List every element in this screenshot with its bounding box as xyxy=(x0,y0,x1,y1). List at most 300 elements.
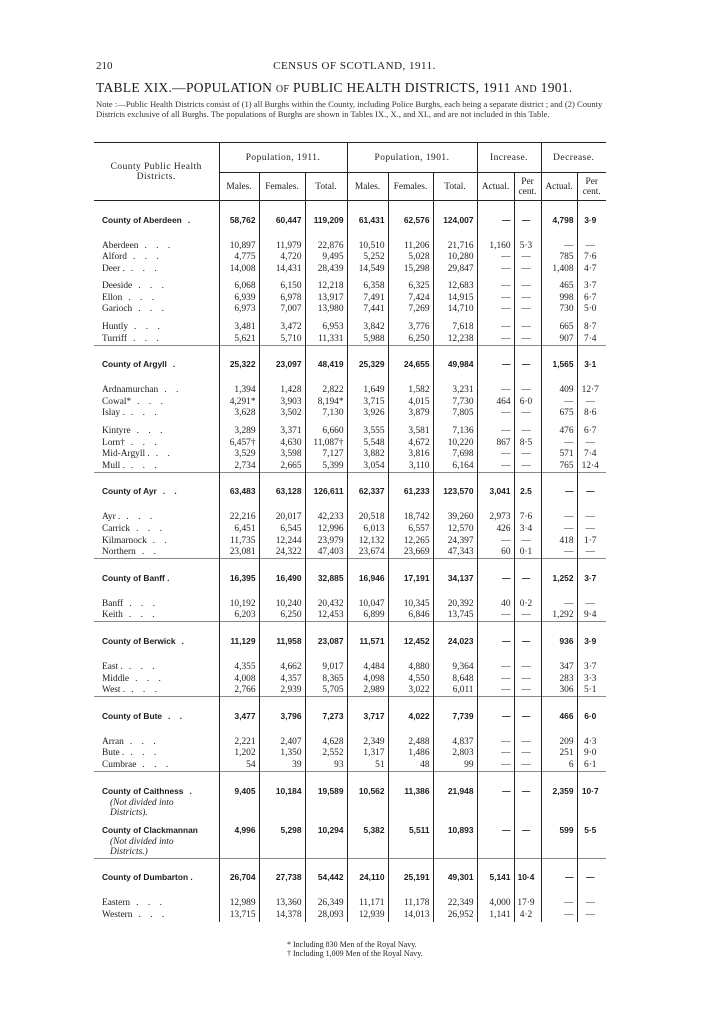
district-label: (Not divided into xyxy=(110,797,174,808)
cell: 4,098 xyxy=(347,674,388,686)
females-1911-header: Females. xyxy=(259,173,305,201)
cell: 6,973 xyxy=(219,304,259,316)
cell: 62,337 xyxy=(347,486,388,498)
cell: 418 xyxy=(541,536,577,548)
leader-dots: . . . xyxy=(133,252,159,263)
cell: 1,649 xyxy=(347,385,388,397)
cell: 4,355 xyxy=(219,662,259,674)
cell xyxy=(347,837,388,848)
cell: 9,495 xyxy=(305,252,347,264)
cell: 4,357 xyxy=(259,674,305,686)
district-label: Districts). xyxy=(110,808,148,819)
cell: 12,683 xyxy=(433,281,477,293)
district-label: Eastern xyxy=(102,898,131,909)
district-row xyxy=(94,898,606,910)
cell: 6,451 xyxy=(219,524,259,536)
cell: 51 xyxy=(347,760,388,772)
leader-dots: . . xyxy=(152,535,167,546)
cell: 5·5 xyxy=(577,825,606,837)
table-title xyxy=(96,80,573,96)
cell: 11,735 xyxy=(219,536,259,548)
cell: 907 xyxy=(541,334,577,346)
cell: 8,648 xyxy=(433,674,477,686)
cell: 18,742 xyxy=(388,512,433,524)
cell: — xyxy=(514,359,541,371)
cell: 5,548 xyxy=(347,438,388,450)
district-label: County of Caithness xyxy=(102,785,184,796)
cell: 11,571 xyxy=(347,636,388,648)
leader-dots: . . xyxy=(155,449,170,460)
cell: 13,745 xyxy=(433,610,477,622)
cell: 6,325 xyxy=(388,281,433,293)
cell: 4,880 xyxy=(388,662,433,674)
cell: 4,000 xyxy=(477,898,514,910)
cell: 6,013 xyxy=(347,524,388,536)
cell: 3,882 xyxy=(347,449,388,461)
district-name xyxy=(94,825,219,837)
cell: 1,486 xyxy=(388,748,433,760)
district-label: (Not divided into xyxy=(110,836,174,847)
page-number: 210 xyxy=(96,60,113,72)
district-label: County of Clackmannan xyxy=(102,824,198,835)
cell: — xyxy=(577,438,606,450)
cell: 26,704 xyxy=(219,872,259,884)
cell: 4,022 xyxy=(388,711,433,723)
district-row xyxy=(94,599,606,611)
district-row xyxy=(94,748,606,760)
district-name xyxy=(94,798,219,809)
county-row xyxy=(94,786,606,798)
table-body xyxy=(94,201,606,922)
leader-dots: . . . xyxy=(134,322,160,333)
district-label: Deer . xyxy=(102,263,125,274)
cell: 11,171 xyxy=(347,898,388,910)
cell: — xyxy=(477,711,514,723)
spacer-row xyxy=(94,472,606,486)
cell: — xyxy=(477,610,514,622)
leader-dots: . . . xyxy=(133,333,159,344)
cell: — xyxy=(577,524,606,536)
cell: — xyxy=(477,359,514,371)
cell: 3,481 xyxy=(219,322,259,334)
cell: 12,238 xyxy=(433,334,477,346)
cell: — xyxy=(514,760,541,772)
district-name xyxy=(94,281,219,293)
cell: 4,672 xyxy=(388,438,433,450)
cell: 9·4 xyxy=(577,610,606,622)
cell: 2,803 xyxy=(433,748,477,760)
leader-dots: . . . xyxy=(136,426,163,437)
district-name xyxy=(94,636,219,648)
pop1901-header: Population, 1901. xyxy=(347,143,477,173)
district-name xyxy=(94,872,219,884)
cell: 6,011 xyxy=(433,685,477,697)
district-name xyxy=(94,808,219,819)
cell: 8·7 xyxy=(577,322,606,334)
cell: 3·4 xyxy=(514,524,541,536)
district-row xyxy=(94,304,606,316)
cell: 4·3 xyxy=(577,737,606,749)
cell: 47,343 xyxy=(433,547,477,559)
district-name xyxy=(94,748,219,760)
cell xyxy=(388,847,433,858)
district-name xyxy=(94,674,219,686)
cell: — xyxy=(514,825,541,837)
cell xyxy=(219,847,259,858)
cell: 4,630 xyxy=(259,438,305,450)
cell: 21,948 xyxy=(433,786,477,798)
district-row xyxy=(94,910,606,922)
cell: 10,893 xyxy=(433,825,477,837)
cell xyxy=(219,808,259,819)
cell: 4,720 xyxy=(259,252,305,264)
cell: — xyxy=(477,293,514,305)
district-name xyxy=(94,385,219,397)
cell: 2,488 xyxy=(388,737,433,749)
district-label: Ardnamurchan xyxy=(102,385,159,396)
cell: 40 xyxy=(477,599,514,611)
cell: 2,939 xyxy=(259,685,305,697)
cell: 3·9 xyxy=(577,215,606,227)
district-row xyxy=(94,662,606,674)
cell: 54 xyxy=(219,760,259,772)
cell: 14,378 xyxy=(259,910,305,922)
district-name xyxy=(94,837,219,848)
district-row xyxy=(94,385,606,397)
cell: 4,775 xyxy=(219,252,259,264)
district-name xyxy=(94,610,219,622)
cell: 23,979 xyxy=(305,536,347,548)
leader-dots: . . . xyxy=(130,263,157,274)
district-label: County of Banff . xyxy=(102,572,170,583)
cell: 4,008 xyxy=(219,674,259,686)
cell: 24,110 xyxy=(347,872,388,884)
spacer-row xyxy=(94,585,606,599)
district-row xyxy=(94,685,606,697)
cell: — xyxy=(514,408,541,420)
cell: 7,136 xyxy=(433,426,477,438)
cell: 20,518 xyxy=(347,512,388,524)
cell: 209 xyxy=(541,737,577,749)
cell: 126,611 xyxy=(305,486,347,498)
leader-dots: . . . xyxy=(144,240,171,251)
county-row xyxy=(94,573,606,585)
cell: 8,194* xyxy=(305,397,347,409)
cell: 3,816 xyxy=(388,449,433,461)
district-name xyxy=(94,685,219,697)
district-name xyxy=(94,397,219,409)
spacer-row xyxy=(94,201,606,215)
cell: — xyxy=(541,872,577,884)
cell: 476 xyxy=(541,426,577,438)
cell: — xyxy=(477,786,514,798)
cell: 3,717 xyxy=(347,711,388,723)
cell: 665 xyxy=(541,322,577,334)
cell xyxy=(259,808,305,819)
cell: 7,269 xyxy=(388,304,433,316)
cell: 6·0 xyxy=(514,397,541,409)
cell: 12,218 xyxy=(305,281,347,293)
cell: 4,996 xyxy=(219,825,259,837)
cell xyxy=(541,808,577,819)
district-name xyxy=(94,760,219,772)
cell: 4,015 xyxy=(388,397,433,409)
district-name xyxy=(94,449,219,461)
cell: 6,899 xyxy=(347,610,388,622)
cell: — xyxy=(477,461,514,473)
cell: 3,796 xyxy=(259,711,305,723)
cell: 34,137 xyxy=(433,573,477,585)
leader-dots: . xyxy=(187,214,191,225)
cell: 7·6 xyxy=(577,252,606,264)
district-label: East . xyxy=(102,661,123,672)
cell: 21,716 xyxy=(433,241,477,253)
cell: 12·7 xyxy=(577,385,606,397)
district-label: Banff xyxy=(102,598,124,609)
district-name xyxy=(94,264,219,276)
district-row xyxy=(94,674,606,686)
cell: 1,582 xyxy=(388,385,433,397)
cell: 13,917 xyxy=(305,293,347,305)
cell xyxy=(514,837,541,848)
cell: 3,502 xyxy=(259,408,305,420)
cell: 20,432 xyxy=(305,599,347,611)
cell xyxy=(577,847,606,858)
cell: — xyxy=(541,438,577,450)
cell: — xyxy=(477,573,514,585)
cell: — xyxy=(514,293,541,305)
cell: 6,068 xyxy=(219,281,259,293)
cell: 8·5 xyxy=(514,438,541,450)
leader-dots: . . . xyxy=(128,292,155,303)
cell: 6·7 xyxy=(577,293,606,305)
cell: — xyxy=(514,786,541,798)
leader-dots: . . . xyxy=(128,661,155,672)
cell: — xyxy=(541,524,577,536)
cell: 3,776 xyxy=(388,322,433,334)
cell: 99 xyxy=(433,760,477,772)
cell: 25,191 xyxy=(388,872,433,884)
cell: 22,216 xyxy=(219,512,259,524)
district-label: Arran xyxy=(102,736,124,747)
cell: 9,364 xyxy=(433,662,477,674)
district-row xyxy=(94,426,606,438)
spacer-row xyxy=(94,498,606,512)
cell: 9,405 xyxy=(219,786,259,798)
cell: 10,047 xyxy=(347,599,388,611)
cell: 5,988 xyxy=(347,334,388,346)
cell: 867 xyxy=(477,438,514,450)
cell: 7,007 xyxy=(259,304,305,316)
district-row xyxy=(94,512,606,524)
cell: 10·4 xyxy=(514,872,541,884)
note-row xyxy=(94,847,606,858)
cell: 3,371 xyxy=(259,426,305,438)
cell: 3,903 xyxy=(259,397,305,409)
district-row xyxy=(94,737,606,749)
cell: 466 xyxy=(541,711,577,723)
district-row xyxy=(94,524,606,536)
cell: — xyxy=(477,825,514,837)
cell: 1,394 xyxy=(219,385,259,397)
cell: 22,876 xyxy=(305,241,347,253)
cell: — xyxy=(541,486,577,498)
cell: 12,244 xyxy=(259,536,305,548)
cell: 8,365 xyxy=(305,674,347,686)
cell: 6·1 xyxy=(577,760,606,772)
cell: — xyxy=(577,547,606,559)
leader-dots: . . . xyxy=(130,748,157,759)
spacer-row xyxy=(94,559,606,573)
cell: 39,260 xyxy=(433,512,477,524)
cell xyxy=(259,798,305,809)
cell: — xyxy=(477,322,514,334)
leader-dots: . . xyxy=(162,486,177,497)
cell: — xyxy=(514,610,541,622)
county-row xyxy=(94,486,606,498)
cell: 12,989 xyxy=(219,898,259,910)
cell: — xyxy=(477,685,514,697)
leader-dots: . . xyxy=(164,385,179,396)
cell: 12,265 xyxy=(388,536,433,548)
cell: 9·0 xyxy=(577,748,606,760)
cell: 6·0 xyxy=(577,711,606,723)
cell xyxy=(514,798,541,809)
cell: 6,250 xyxy=(259,610,305,622)
cell: 4,628 xyxy=(305,737,347,749)
cell: 58,762 xyxy=(219,215,259,227)
cell: 10,897 xyxy=(219,241,259,253)
cell: 3,477 xyxy=(219,711,259,723)
cell: 29,847 xyxy=(433,264,477,276)
cell: 10,345 xyxy=(388,599,433,611)
cell: 283 xyxy=(541,674,577,686)
district-row xyxy=(94,334,606,346)
cell: 5,710 xyxy=(259,334,305,346)
spacer-row xyxy=(94,648,606,662)
spacer-row xyxy=(94,697,606,711)
cell: 60 xyxy=(477,547,514,559)
district-row xyxy=(94,461,606,473)
district-name xyxy=(94,599,219,611)
increase-percent-header: Per cent. xyxy=(514,173,541,201)
spacer-row xyxy=(94,884,606,898)
leader-dots: . . . xyxy=(138,281,164,292)
males-1901-header: Males. xyxy=(347,173,388,201)
cell: 24,023 xyxy=(433,636,477,648)
cell: — xyxy=(541,547,577,559)
cell: — xyxy=(477,215,514,227)
cell: 4,484 xyxy=(347,662,388,674)
cell: 4,662 xyxy=(259,662,305,674)
cell: 3,926 xyxy=(347,408,388,420)
cell: — xyxy=(477,674,514,686)
cell: — xyxy=(577,898,606,910)
district-label: Alford xyxy=(102,252,127,263)
cell: 12,453 xyxy=(305,610,347,622)
district-label: Ellon xyxy=(102,292,123,303)
cell: 12,570 xyxy=(433,524,477,536)
cell: 14,008 xyxy=(219,264,259,276)
decrease-percent-header: Per cent. xyxy=(577,173,606,201)
cell: 61,233 xyxy=(388,486,433,498)
leader-dots: . . . xyxy=(137,396,163,407)
cell: 60,447 xyxy=(259,215,305,227)
cell: 6,545 xyxy=(259,524,305,536)
cell: 9,017 xyxy=(305,662,347,674)
cell xyxy=(347,847,388,858)
cell xyxy=(541,847,577,858)
cell: 4,550 xyxy=(388,674,433,686)
cell: — xyxy=(514,304,541,316)
leader-dots: . . . xyxy=(130,460,157,471)
cell: — xyxy=(477,449,514,461)
cell: 1,252 xyxy=(541,573,577,585)
cell: 11,979 xyxy=(259,241,305,253)
cell: 3,879 xyxy=(388,408,433,420)
district-label: Bute . xyxy=(102,748,125,759)
cell: 6,939 xyxy=(219,293,259,305)
footnote-navy-830: * Including 830 Men of the Royal Navy. xyxy=(287,940,417,949)
cell: 5,028 xyxy=(388,252,433,264)
cell: — xyxy=(514,685,541,697)
cell: 23,669 xyxy=(388,547,433,559)
cell: 675 xyxy=(541,408,577,420)
cell: 6,150 xyxy=(259,281,305,293)
district-label: County of Berwick xyxy=(102,635,176,646)
leader-dots: . . xyxy=(168,710,182,721)
cell: 2,973 xyxy=(477,512,514,524)
cell: 2,822 xyxy=(305,385,347,397)
cell: 25,329 xyxy=(347,359,388,371)
leader-dots: . . . xyxy=(136,524,162,534)
cell: — xyxy=(541,898,577,910)
cell: — xyxy=(514,737,541,749)
cell: 251 xyxy=(541,748,577,760)
spacer-row xyxy=(94,345,606,359)
cell: 3·1 xyxy=(577,359,606,371)
district-label: County of Dumbarton . xyxy=(102,872,193,883)
cell: 14,915 xyxy=(433,293,477,305)
cell: 3,054 xyxy=(347,461,388,473)
county-row xyxy=(94,215,606,227)
cell: 5,399 xyxy=(305,461,347,473)
cell xyxy=(259,847,305,858)
cell: — xyxy=(577,241,606,253)
cell: 7·6 xyxy=(514,512,541,524)
district-label: Lorn† xyxy=(102,437,125,448)
cell: 12,939 xyxy=(347,910,388,922)
cell: — xyxy=(477,737,514,749)
cell: 24,322 xyxy=(259,547,305,559)
district-name xyxy=(94,486,219,498)
cell: 2,359 xyxy=(541,786,577,798)
district-name xyxy=(94,512,219,524)
cell: — xyxy=(541,397,577,409)
cell: 93 xyxy=(305,760,347,772)
cell: 1,317 xyxy=(347,748,388,760)
cell xyxy=(477,847,514,858)
cell xyxy=(347,808,388,819)
cell: — xyxy=(577,872,606,884)
district-label: Mull . xyxy=(102,460,125,471)
cell: — xyxy=(514,264,541,276)
district-label: Districts.) xyxy=(110,847,148,858)
title-end: 1901. xyxy=(540,80,573,95)
district-name xyxy=(94,241,219,253)
cell: 42,233 xyxy=(305,512,347,524)
cell: 0·2 xyxy=(514,599,541,611)
